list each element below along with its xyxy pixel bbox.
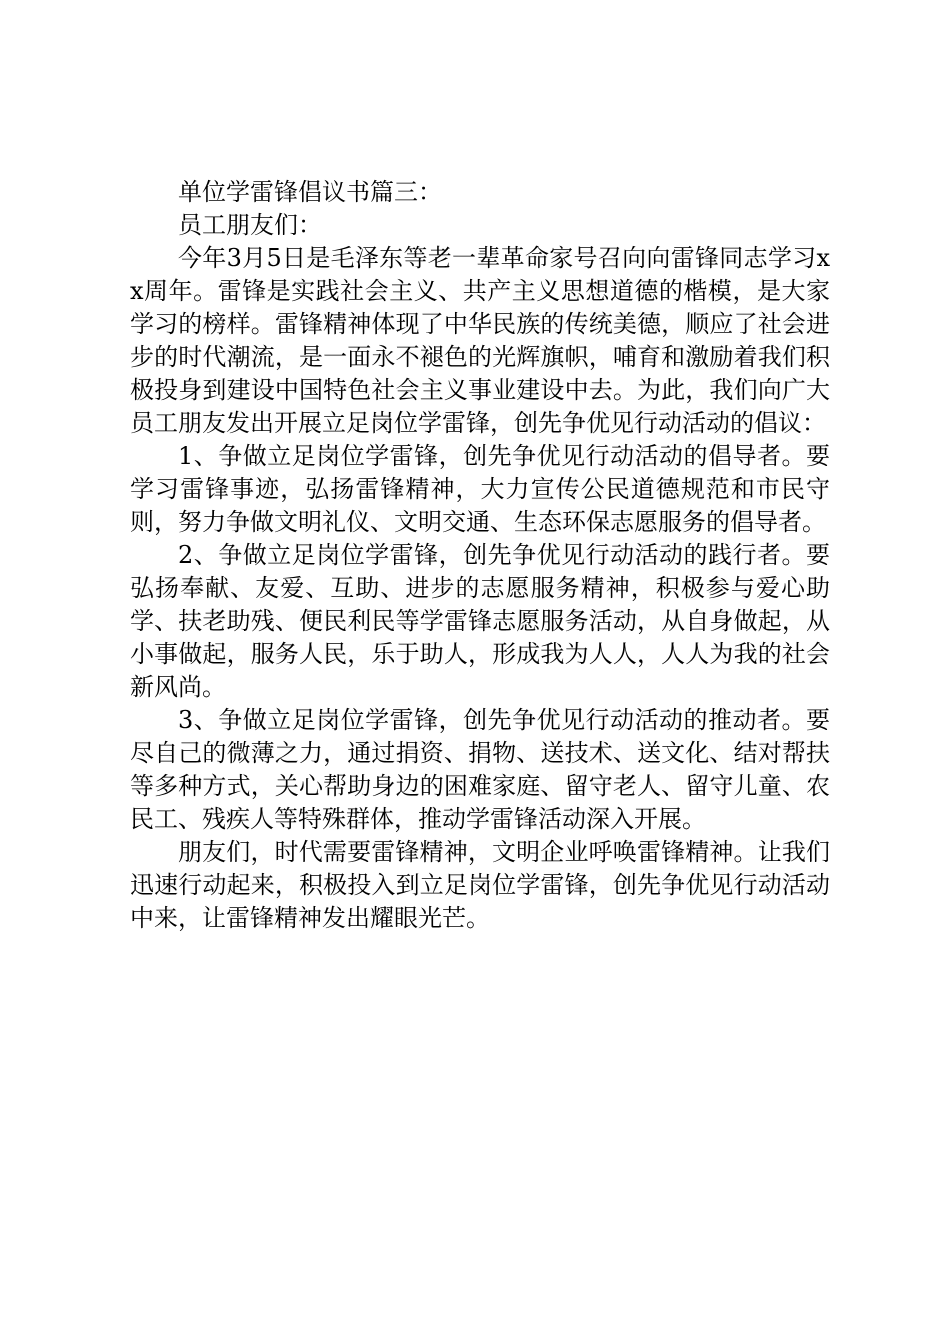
paragraph-item-1: 1、争做立足岗位学雷锋，创先争优见行动活动的倡导者。要学习雷锋事迹，弘扬雷锋精神，大力宣传公民道德规范和市民守则，努力争做文明礼仪、文明交通、生态环保志愿服务的倡导者。 <box>130 442 830 536</box>
document-body <box>130 176 830 935</box>
paragraph-item-2: 2、争做立足岗位学雷锋，创先争优见行动活动的践行者。要弘扬奉献、友爱、互助、进步的志愿服务精神，积极参与爱心助学、扶老助残、便民利民等学雷锋志愿服务活动，从自身做起，从小事做起，服务人民，乐于助人，形成我为人人，人人为我的社会新风尚。 <box>130 541 830 701</box>
salutation: 员工朋友们： <box>178 211 322 239</box>
paragraph-item-3: 3、争做立足岗位学雷锋，创先争优见行动活动的推动者。要尽自己的微薄之力，通过捐资、捐物、送技术、送文化、结对帮扶等多种方式，关心帮助身边的困难家庭、留守老人、留守儿童、农民工、残疾人等特殊群体，推动学雷锋活动深入开展。 <box>130 706 830 833</box>
document-title: 单位学雷锋倡议书篇三： <box>178 178 442 206</box>
paragraph-intro: 今年3月5日是毛泽东等老一辈革命家号召向向雷锋同志学习xx周年。雷锋是实践社会主义、共产主义思想道德的楷模，是大家学习的榜样。雷锋精神体现了中华民族的传统美德，顺应了社会进步的时代潮流，是一面永不褪色的光辉旗帜，哺育和激励着我们积极投身到建设中国特色社会主义事业建设中去。为此，我们向广大员工朋友发出开展立足岗位学雷锋，创先争优见行动活动的倡议： <box>130 244 830 437</box>
paragraph-closing: 朋友们，时代需要雷锋精神，文明企业呼唤雷锋精神。让我们迅速行动起来，积极投入到立足岗位学雷锋，创先争优见行动活动中来，让雷锋精神发出耀眼光芒。 <box>130 838 830 932</box>
